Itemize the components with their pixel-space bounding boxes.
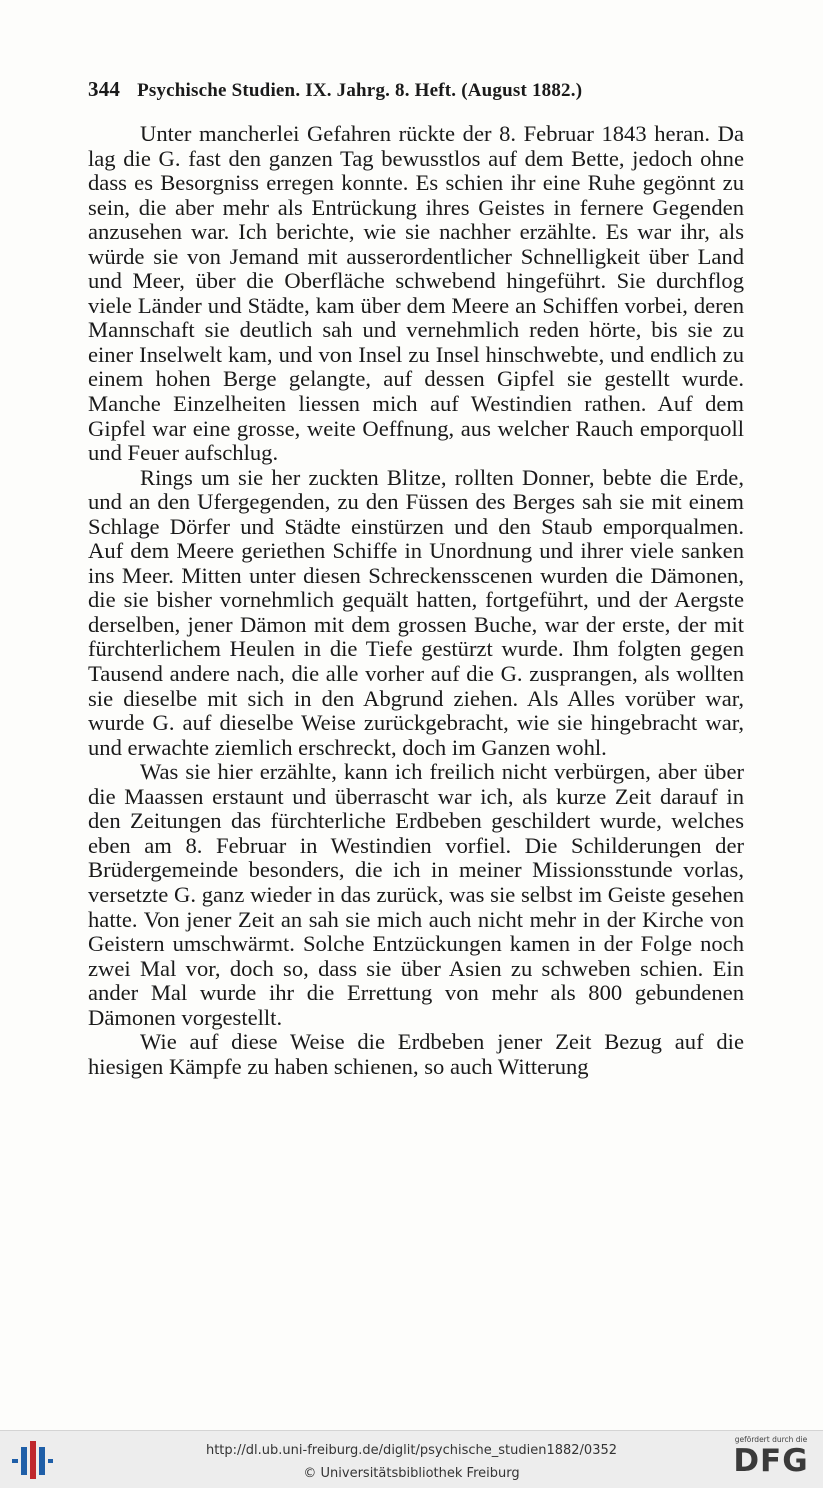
viewer-footer xyxy=(0,1430,823,1488)
page-number: 344 xyxy=(88,77,121,101)
paragraph-2: Rings um sie her zuckten Blitze, rollten Donner, bebte die Erde, und an den Ufergegenden, zu den Füssen des Berges sah sie mit einem Schlage Dörfer und Städte einstürzen und den Staub emporqualmen. Auf dem Meere geriethen Schiffe in Unordnung und ihrer viele sanken ins Meer. Mitten unter diesen Schreckensscenen wurden die Dämonen, die sie bisher vornehmlich gequält hatten, fortgeführt, und der Aergste derselben, jener Dämon mit dem grossen Buche, war der erste, der mit fürchterlichem Heulen in die Tiefe gestürzt wurde. Ihm folgten gegen Tausend andere nach, die alle vorher auf die G. zusprangen, als wollten sie dieselbe mit sich in den Abgrund ziehen. Als Alles vorüber war, wurde G. auf dieselbe Weise zurückgebracht, wie sie hingebracht war, und erwachte ziemlich erschreckt, doch im Ganzen wohl. xyxy=(88,464,744,760)
running-title: Psychische Studien. IX. Jahrg. 8. Heft. (August 1882.) xyxy=(137,80,583,101)
dfg-logo xyxy=(727,1435,815,1478)
permalink-url[interactable]: http://dl.ub.uni-freiburg.de/diglit/psychische_studien1882/0352 xyxy=(205,1443,618,1458)
body-text xyxy=(88,122,744,1079)
paragraph-4: Wie auf diese Weise die Erdbeben jener Zeit Bezug auf die hiesigen Kämpfe zu haben schienen, so auch Witterung xyxy=(88,1029,744,1079)
dfg-tagline: gefördert durch die xyxy=(734,1435,808,1444)
running-header xyxy=(88,77,744,102)
paragraph-3: Was sie hier erzählte, kann ich freilich nicht verbürgen, aber über die Maassen erstaunt und überrascht war ich, als kurze Zeit darauf in den Zeitungen das fürchterliche Erdbeben geschildert wurde, welches eben am 8. Februar in Westindien vorfiel. Die Schilderungen der Brüdergemeinde besonders, die ich in meiner Missionsstunde vorlas, versetzte G. ganz wieder in das zurück, was sie selbst im Geiste gesehen hatte. Von jener Zeit an sah sie mich auch nicht mehr in der Kirche von Geistern umschwärmt. Solche Entzückungen kamen in der Folge noch zwei Mal vor, doch so, dass sie über Asien zu schweben schien. Ein ander Mal wurde ihr die Errettung von mehr als 800 gebundenen Dämonen vorgestellt. xyxy=(88,759,744,1030)
paragraph-1: Unter mancherlei Gefahren rückte der 8. Februar 1843 heran. Da lag die G. fast den ganzen Tag bewusstlos auf dem Bette, jedoch ohne dass es Besorgniss erregen konnte. Es schien ihr eine Ruhe gegönnt zu sein, die aber mehr als Entrückung ihres Geistes in fernere Gegenden anzusehen war. Ich berichte, wie sie nachher erzählte. Es war ihr, als würde sie von Jemand mit ausserordentlicher Schnelligkeit über Land und Meer, über die Oberfläche schwebend hingeführt. Sie durchflog viele Länder und Städte, kam über dem Meere an Schiffen vorbei, deren Mannschaft sie deutlich sah und vernehmlich reden hörte, bis sie zu einer Inselwelt kam, und von Insel zu Insel hinschwebte, und endlich zu einem hohen Berge gelangte, auf dessen Gipfel sie gestellt wurde. Manche Einzelheiten liessen mich auf Westindien rathen. Auf dem Gipfel war eine grosse, weite Oeffnung, aus welcher Rauch emporquoll und Feuer aufschlug. xyxy=(88,121,744,466)
dfg-wordmark: DFG xyxy=(733,1443,809,1479)
copyright-notice: © Universitätsbibliothek Freiburg xyxy=(303,1466,520,1481)
